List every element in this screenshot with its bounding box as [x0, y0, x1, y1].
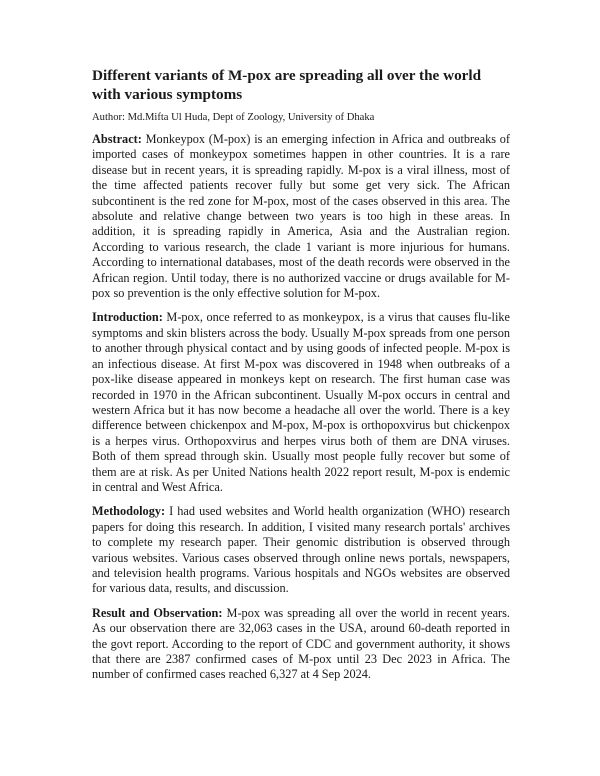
abstract-paragraph	[92, 132, 510, 301]
introduction-paragraph	[92, 310, 510, 495]
abstract-heading: Abstract:	[92, 132, 142, 146]
author-line: Author: Md.Mifta Ul Huda, Dept of Zoology, University of Dhaka	[92, 112, 375, 123]
methodology-text: I had used websites and World health organization (WHO) research papers for doing this research. In addition, I visited many research portals' archives to complete my research paper. Their genomic distribution is observed through various websites. Various cases observed through online news portals, newspapers, and television health programs. Various hospitals and NGOs websites are observed for various data, results, and discussion.	[92, 504, 510, 596]
introduction-text: M-pox, once referred to as monkeypox, is a virus that causes flu-like symptoms and skin blisters across the body. Usually M-pox spreads from one person to another through physical contact and by using goods of infected people. M-pox is an infectious disease. At first M-pox was discovered in 1948 when outbreaks of a pox-like disease appeared in monkeys kept on research. The first human case was recorded in 1970 in the African subcontinent. Usually M-pox occurs in central and western Africa but it has now become a headache all over the world. There is a key difference between chickenpox and M-pox, M-pox is orthopoxvirus but chickenpox is a herpes virus. Orthopoxvirus and herpes virus both of them are DNA viruses. Both of them spread through skin. Usually most people fully recover but some of them are at risk. As per United Nations health 2022 report result, M-pox is endemic in central and West Africa.	[92, 310, 510, 494]
results-paragraph	[92, 606, 510, 683]
results-text: M-pox was spreading all over the world in recent years. As our observation there are 32,063 cases in the USA, around 60-death reported in the govt report. According to the report of CDC and government authority, it shows that there are 2387 confirmed cases of M-pox until 23 Dec 2023 in Africa. The number of confirmed cases reached 6,327 at 4 Sep 2024.	[92, 605, 510, 682]
paper-page	[92, 66, 510, 692]
methodology-heading: Methodology:	[92, 504, 166, 519]
abstract-text: Monkeypox (M-pox) is an emerging infection in Africa and outbreaks of imported cases of monkeypox sometimes happen in other countries. It is a rare disease but in recent years, it is spreading rapidly. M-pox is a viral illness, most of the time affected patients recover fully but some get very sick. The African subcontinent is the red zone for M-pox, most of the cases observed in this area. The absolute and relative change between two years is too high in these areas. In addition, it is spreading rapidly in America, Asia and the Australian region. According to various research, the clade 1 variant is more injurious for humans. According to international databases, most of the death records were observed in the African region. Until today, there is no authorized vaccine or drugs available for M-pox so prevention is the only effective solution for M-pox.	[92, 132, 510, 301]
results-heading: Result and Observation:	[92, 605, 223, 620]
introduction-heading: Introduction:	[92, 310, 163, 325]
paper-title: Different variants of M-pox are spreading all over the world with various symptoms	[92, 67, 482, 103]
methodology-paragraph	[92, 504, 510, 596]
